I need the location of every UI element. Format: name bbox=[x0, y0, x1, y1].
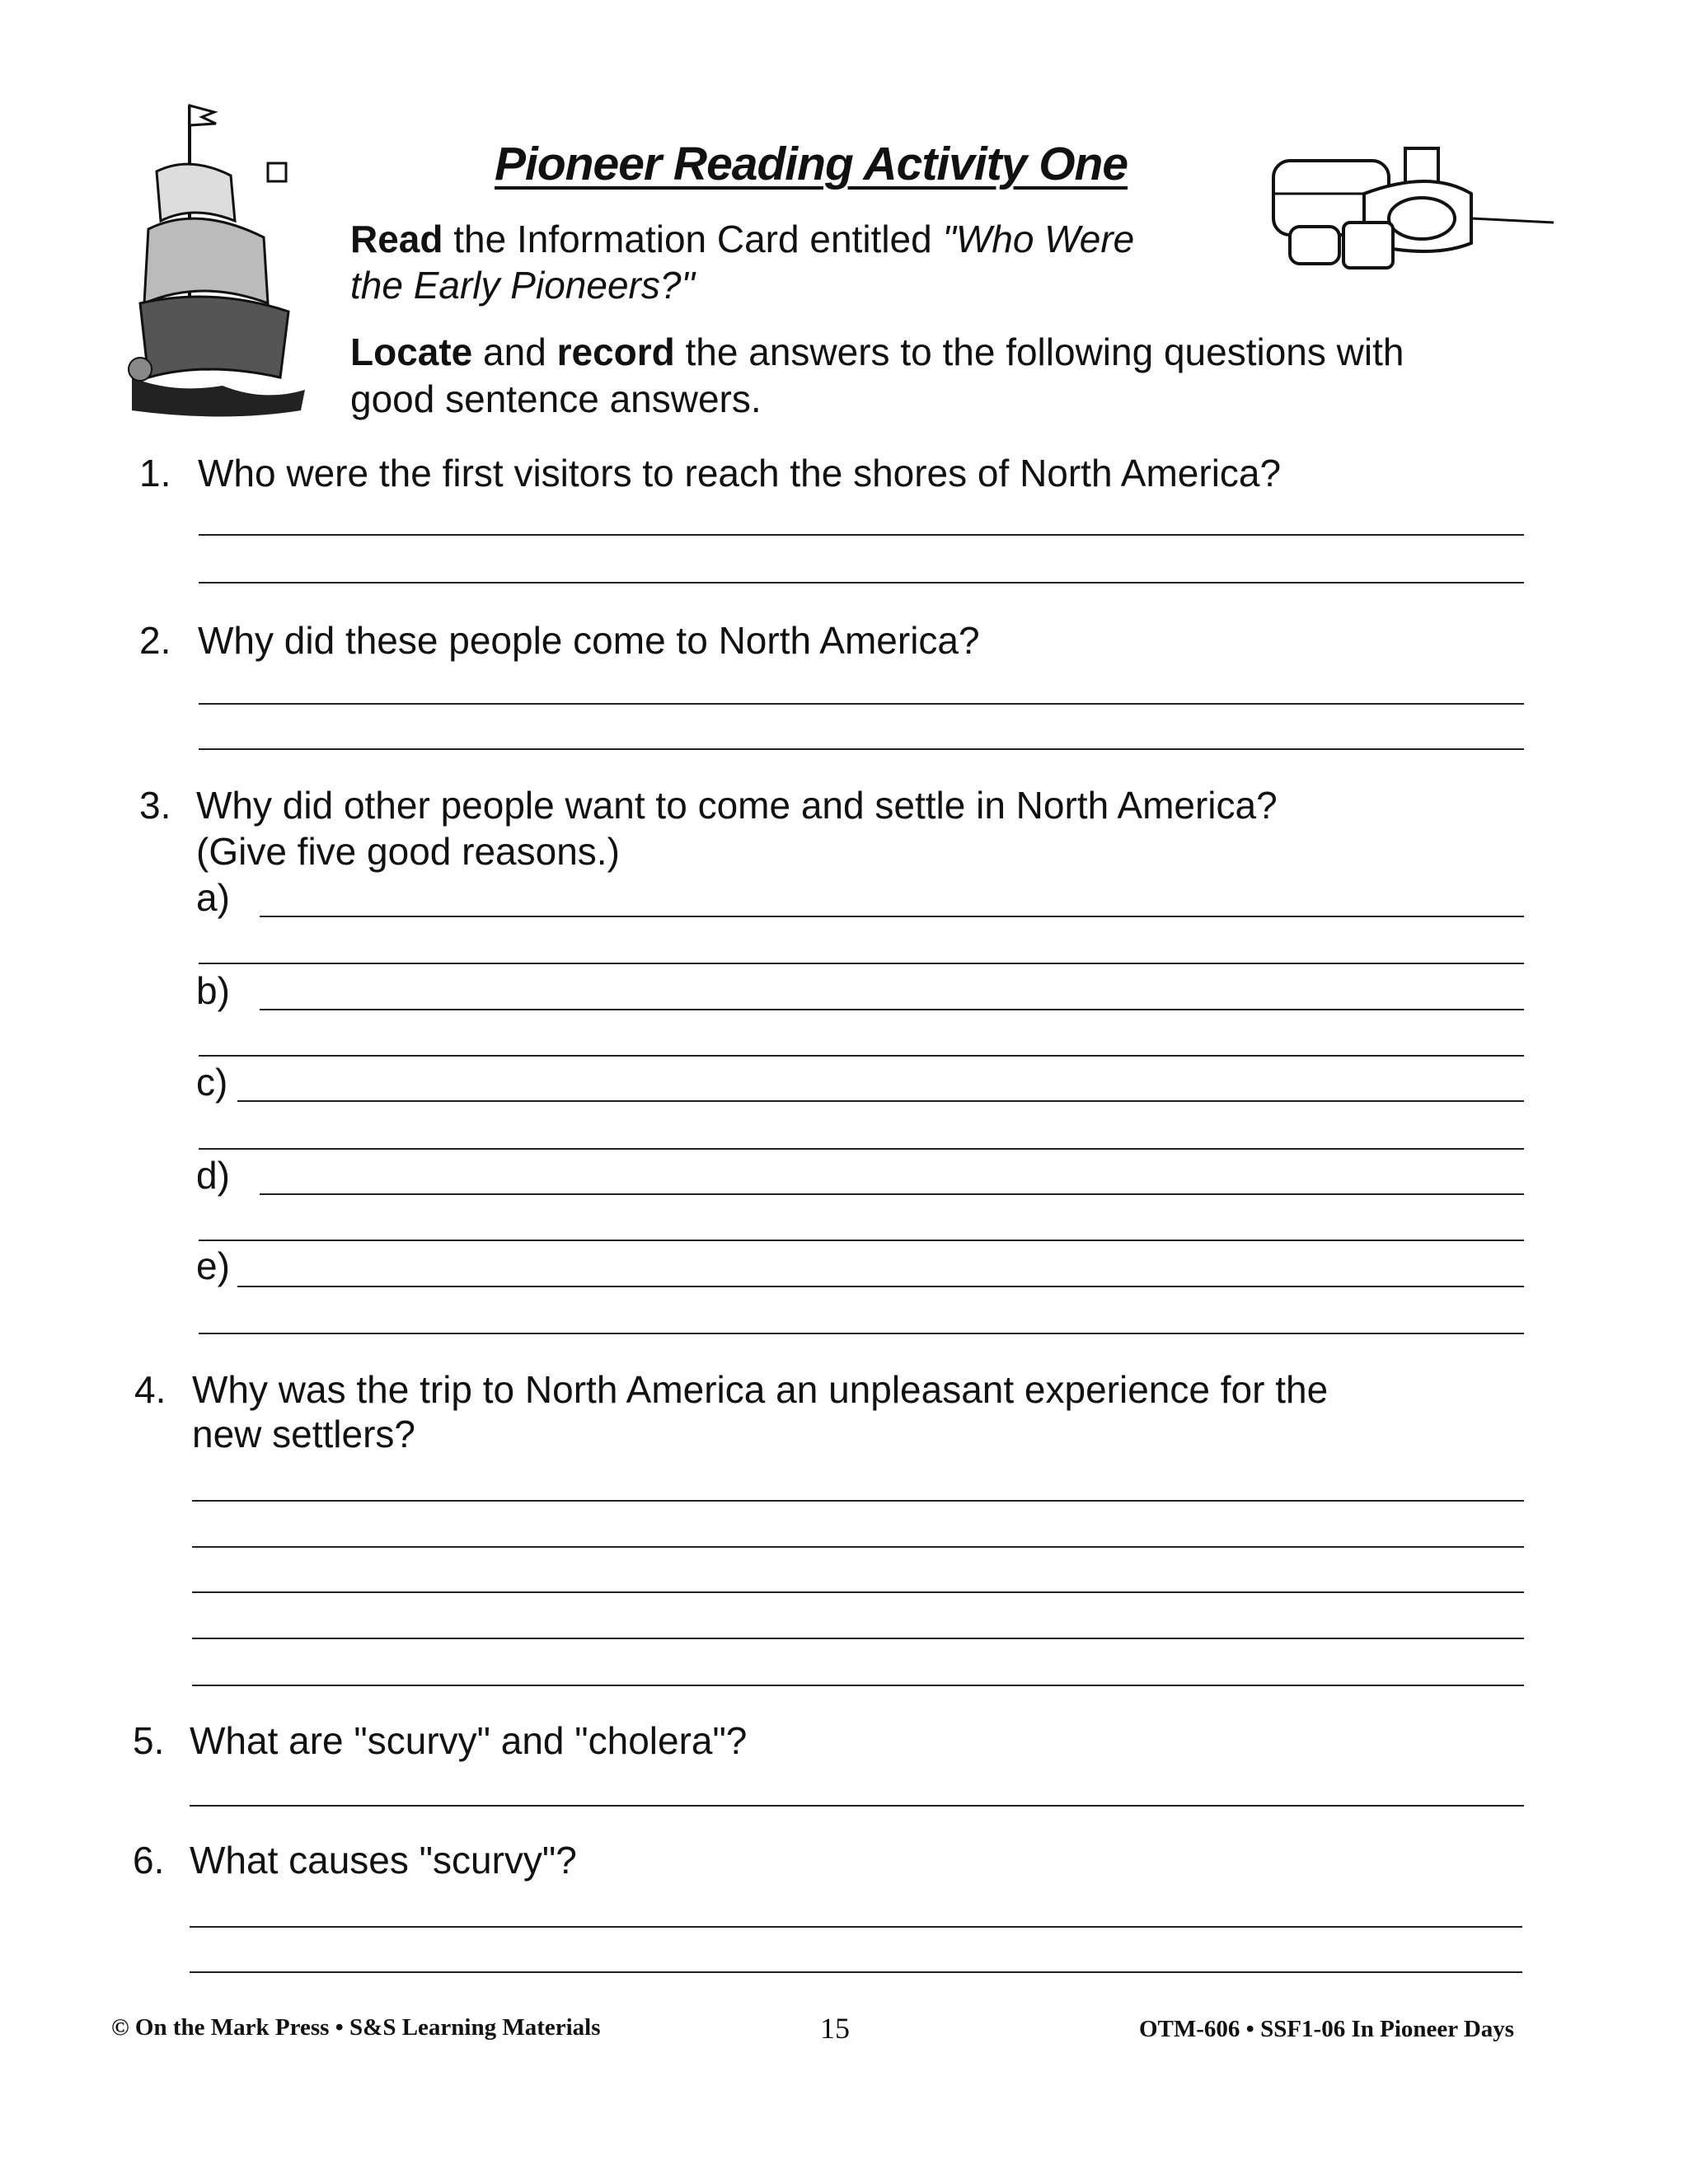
question-number: 3. bbox=[139, 784, 171, 827]
instruction-read-cont bbox=[350, 262, 695, 308]
part-label: e) bbox=[196, 1244, 230, 1287]
answer-line[interactable] bbox=[237, 1286, 1524, 1287]
answer-line[interactable] bbox=[260, 1193, 1524, 1195]
question-text: Why did these people come to North America? bbox=[198, 619, 980, 662]
answer-line[interactable] bbox=[190, 1971, 1522, 1973]
part-label: a) bbox=[196, 876, 230, 919]
question-text: What causes "scurvy"? bbox=[190, 1839, 577, 1882]
answer-line[interactable] bbox=[199, 703, 1524, 705]
page-number: 15 bbox=[820, 2012, 850, 2045]
answer-line[interactable] bbox=[199, 963, 1524, 964]
question-text: Who were the first visitors to reach the shores of North America? bbox=[198, 452, 1282, 494]
record-bold: record bbox=[556, 330, 675, 373]
answer-line[interactable] bbox=[192, 1591, 1524, 1593]
instruction-read bbox=[350, 216, 1134, 262]
answer-line[interactable] bbox=[237, 1100, 1524, 1102]
answer-line[interactable] bbox=[192, 1685, 1524, 1686]
answer-line[interactable] bbox=[199, 1333, 1524, 1334]
locate-text: the answers to the following questions with bbox=[674, 330, 1404, 373]
answer-line[interactable] bbox=[260, 1009, 1524, 1010]
question-subtext: new settlers? bbox=[192, 1413, 416, 1455]
footer-product-code: OTM-606 • SSF1-06 In Pioneer Days bbox=[1139, 2016, 1515, 2042]
question-number: 5. bbox=[133, 1719, 165, 1762]
page-title: Pioneer Reading Activity One bbox=[495, 138, 1128, 190]
answer-line[interactable] bbox=[199, 534, 1524, 536]
part-label: b) bbox=[196, 969, 230, 1012]
question-subtext: (Give five good reasons.) bbox=[196, 830, 620, 873]
answer-line[interactable] bbox=[192, 1546, 1524, 1548]
card-title-cont: the Early Pioneers?" bbox=[350, 264, 695, 307]
question-number: 1. bbox=[139, 452, 171, 494]
read-bold: Read bbox=[350, 218, 443, 260]
read-text: the Information Card entitled bbox=[443, 218, 943, 260]
answer-line[interactable] bbox=[190, 1926, 1522, 1928]
instruction-locate-cont: good sentence answers. bbox=[350, 377, 762, 420]
luggage-trunks-illustration bbox=[1265, 144, 1562, 276]
part-label: d) bbox=[196, 1154, 230, 1197]
answer-line[interactable] bbox=[199, 1240, 1524, 1241]
question-text: Why did other people want to come and settle in North America? bbox=[196, 784, 1278, 827]
question-number: 4. bbox=[134, 1368, 166, 1411]
question-text: What are "scurvy" and "cholera"? bbox=[190, 1719, 748, 1762]
and-text: and bbox=[472, 330, 557, 373]
question-text: Why was the trip to North America an unpleasant experience for the bbox=[192, 1368, 1329, 1411]
answer-line[interactable] bbox=[199, 748, 1524, 750]
instruction-locate bbox=[350, 329, 1404, 375]
answer-line[interactable] bbox=[190, 1805, 1524, 1807]
answer-line[interactable] bbox=[192, 1638, 1524, 1639]
answer-line[interactable] bbox=[199, 582, 1524, 583]
answer-line[interactable] bbox=[192, 1500, 1524, 1502]
answer-line[interactable] bbox=[260, 916, 1524, 917]
question-number: 2. bbox=[139, 619, 171, 662]
answer-line[interactable] bbox=[199, 1055, 1524, 1057]
card-title: "Who Were bbox=[942, 218, 1135, 260]
locate-bold: Locate bbox=[350, 330, 473, 373]
question-number: 6. bbox=[133, 1839, 165, 1882]
answer-line[interactable] bbox=[199, 1148, 1524, 1150]
sailing-ship-illustration bbox=[124, 97, 313, 423]
part-label: c) bbox=[196, 1061, 228, 1104]
footer-publisher: © On the Mark Press • S&S Learning Materials bbox=[111, 2014, 601, 2041]
